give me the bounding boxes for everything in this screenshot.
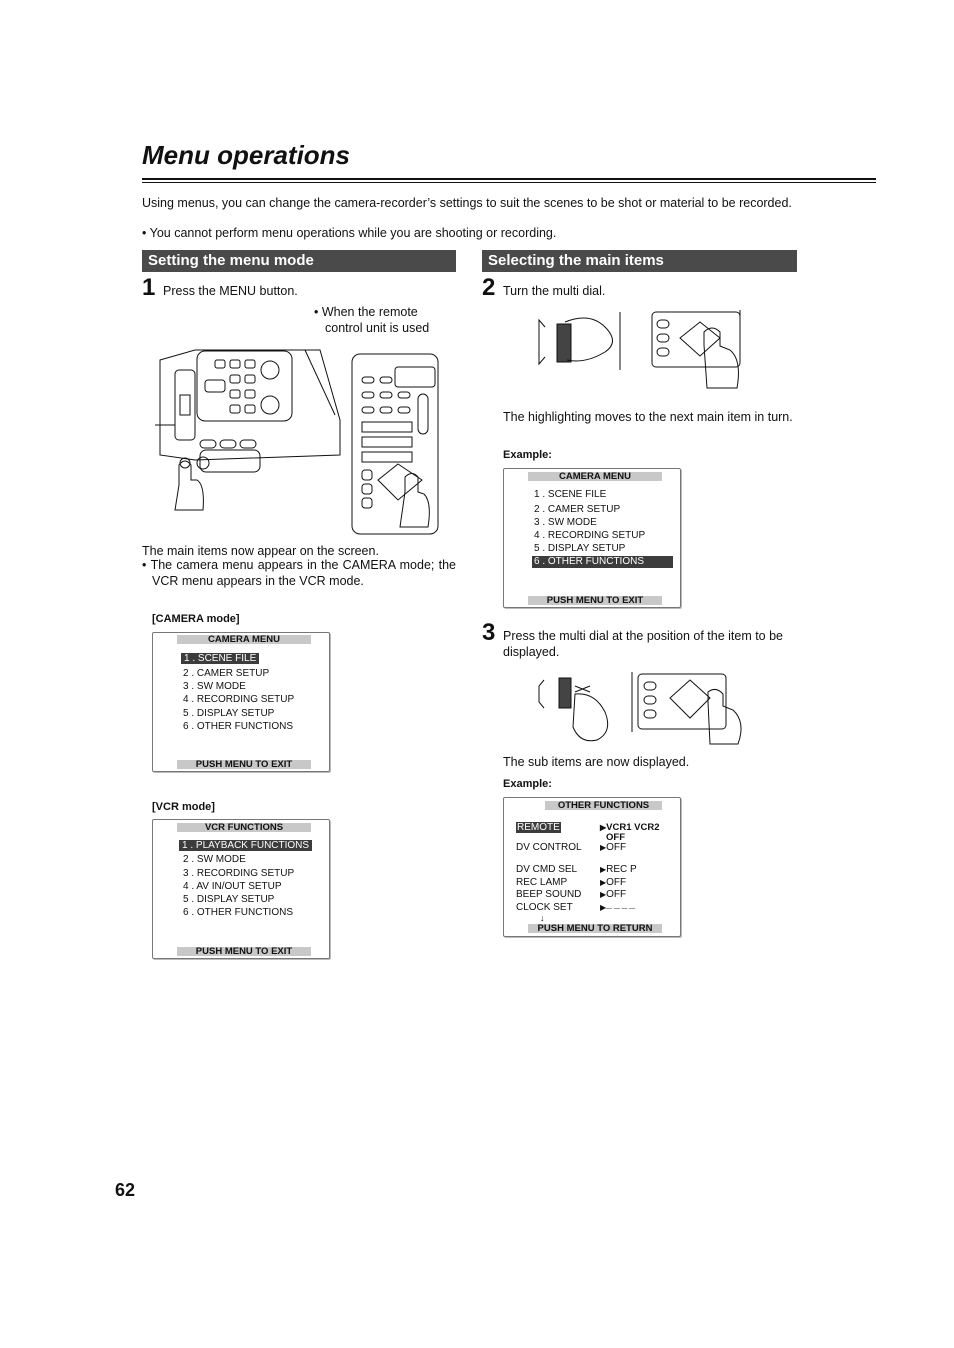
step-text: Turn the multi dial. — [503, 284, 606, 298]
menu-item: 4 . AV IN/OUT SETUP — [183, 881, 282, 892]
section-header-selecting-main-items: Selecting the main items — [482, 250, 797, 272]
submenu-item: DV CMD SEL — [516, 864, 578, 875]
remote-note: • When the remote — [314, 305, 418, 319]
after-text: The main items now appear on the screen. — [142, 544, 379, 558]
submenu-value: REC P — [606, 864, 637, 875]
after-bullet-text: The camera menu appears in the CAMERA mode; the VCR menu appears in the VCR mode. — [150, 558, 456, 588]
page-title: Menu operations — [142, 140, 351, 170]
triangle-icon: ▶ — [600, 823, 607, 832]
intro-text: Using menus, you can change the camera-recorder’s settings to suit the scenes to be shot or material to be recorded. — [142, 196, 792, 210]
down-arrow-icon: ↓ — [540, 913, 545, 923]
menu-title: VCR FUNCTIONS — [177, 823, 311, 832]
submenu-value: OFF — [606, 832, 625, 843]
step-number: 2 — [482, 274, 496, 301]
step-text: Press the multi dial at the position of the item to be displayed. — [503, 629, 784, 659]
triangle-icon: ▶ — [600, 903, 607, 912]
step2-after-text: The highlighting moves to the next main item in turn. — [503, 410, 793, 424]
remote-control-icon — [350, 352, 440, 537]
camera-menu-screen — [152, 632, 330, 772]
triangle-icon: ▶ — [600, 843, 607, 852]
vcr-mode-label: [VCR mode] — [152, 801, 215, 813]
menu-item: 6 . OTHER FUNCTIONS — [183, 907, 294, 918]
menu-item-highlighted: 1 . PLAYBACK FUNCTIONS — [179, 840, 312, 851]
submenu-value: VCR1 VCR2 — [606, 822, 660, 833]
menu-footer: PUSH MENU TO EXIT — [177, 947, 311, 956]
menu-item: 2 . CAMER SETUP — [534, 504, 621, 515]
menu-item: 5 . DISPLAY SETUP — [534, 543, 626, 554]
menu-title: CAMERA MENU — [528, 472, 662, 481]
submenu-item: BEEP SOUND — [516, 889, 582, 900]
submenu-item: CLOCK SET — [516, 902, 573, 913]
remote-note-line1: When the remote — [321, 305, 418, 319]
menu-footer: PUSH MENU TO RETURN — [528, 924, 662, 933]
camera-side-panel-icon — [155, 345, 345, 520]
triangle-icon: ▶ — [600, 865, 607, 874]
example-camera-menu — [503, 468, 681, 608]
title-rule — [142, 178, 876, 180]
triangle-icon: ▶ — [600, 878, 607, 887]
menu-item: 4 . RECORDING SETUP — [534, 530, 646, 541]
submenu-item: REC LAMP — [516, 877, 568, 888]
submenu-value: OFF — [606, 842, 627, 853]
multi-dial-remote-icon — [642, 310, 747, 395]
menu-item: 3 . SW MODE — [183, 681, 246, 692]
example-label: Example: — [503, 449, 552, 461]
section-header-setting-menu-mode: Setting the menu mode — [142, 250, 456, 272]
menu-title: OTHER FUNCTIONS — [545, 801, 662, 810]
vcr-menu-screen — [152, 819, 330, 959]
title-rule-thin — [142, 182, 876, 183]
step3-after-text: The sub items are now displayed. — [503, 755, 690, 769]
step-number: 3 — [482, 619, 496, 646]
menu-item: 3 . RECORDING SETUP — [183, 868, 295, 879]
example2-label: Example: — [503, 778, 552, 790]
page-number: 62 — [115, 1180, 136, 1200]
remote-note-line2: control unit is used — [325, 321, 430, 335]
menu-item: 6 . OTHER FUNCTIONS — [183, 721, 294, 732]
menu-item-highlighted: 6 . OTHER FUNCTIONS — [532, 556, 673, 568]
menu-footer: PUSH MENU TO EXIT — [528, 596, 662, 605]
camera-mode-label: [CAMERA mode] — [152, 613, 240, 625]
menu-item: 2 . SW MODE — [183, 854, 246, 865]
submenu-item-highlighted: REMOTE — [517, 822, 560, 833]
intro-bullet: • You cannot perform menu operations while you are shooting or recording. — [142, 226, 556, 241]
menu-item: 3 . SW MODE — [534, 517, 597, 528]
multi-dial-turn-icon — [535, 312, 630, 370]
triangle-icon: ▶ — [600, 890, 607, 899]
menu-item: 5 . DISPLAY SETUP — [183, 708, 275, 719]
menu-item-highlighted: 1 . SCENE FILE — [181, 653, 259, 664]
submenu-value: OFF — [606, 889, 627, 900]
menu-title: CAMERA MENU — [177, 635, 311, 644]
submenu-value: — — — — — [606, 906, 636, 912]
submenu-item: DV CONTROL — [516, 842, 582, 853]
after-bullet: • The camera menu appears in the CAMERA mode; the VCR menu appears in the VCR mode. — [142, 558, 456, 588]
step-number: 1 — [142, 274, 156, 301]
other-functions-menu — [503, 797, 681, 937]
submenu-value: OFF — [606, 877, 627, 888]
multi-dial-press-remote-icon — [628, 672, 748, 748]
step-text: Press the MENU button. — [163, 284, 298, 298]
multi-dial-press-icon — [535, 672, 620, 744]
menu-footer: PUSH MENU TO EXIT — [177, 760, 311, 769]
menu-item: 4 . RECORDING SETUP — [183, 694, 295, 705]
menu-item: 1 . SCENE FILE — [534, 489, 607, 500]
menu-item: 2 . CAMER SETUP — [183, 668, 270, 679]
menu-item: 5 . DISPLAY SETUP — [183, 894, 275, 905]
